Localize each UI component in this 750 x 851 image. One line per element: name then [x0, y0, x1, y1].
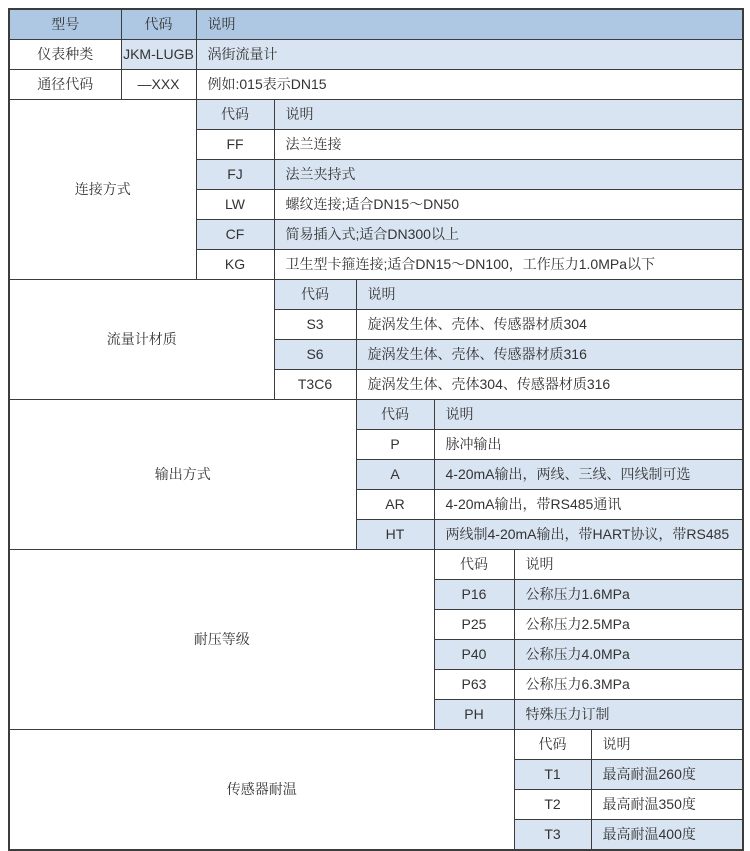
sub-header-code: 代码: [274, 280, 356, 310]
sub-header-desc: 说明: [356, 280, 743, 310]
desc-cell: 简易插入式;适合DN300以上: [274, 220, 743, 250]
code-cell: FJ: [196, 160, 274, 190]
desc-cell: 两线制4-20mA输出，带HART协议，带RS485: [434, 520, 743, 550]
table-row: [9, 40, 743, 70]
table-row: [9, 280, 743, 310]
code-cell: S6: [274, 340, 356, 370]
category-cell: 流量计材质: [9, 280, 274, 400]
category-cell: 传感器耐温: [9, 730, 514, 851]
desc-cell: 公称压力1.6MPa: [514, 580, 743, 610]
sub-header-code: 代码: [196, 100, 274, 130]
row-label: 通径代码: [9, 70, 121, 100]
code-cell: P16: [434, 580, 514, 610]
spec-table: [8, 8, 744, 851]
table-row: [9, 100, 743, 130]
desc-cell: 特殊压力订制: [514, 700, 743, 730]
code-cell: T3: [514, 820, 591, 851]
code-cell: LW: [196, 190, 274, 220]
code-cell: T2: [514, 790, 591, 820]
spec-table-body: [9, 9, 743, 850]
code-cell: T3C6: [274, 370, 356, 400]
sub-header-code: 代码: [434, 550, 514, 580]
desc-cell: 涡街流量计: [196, 40, 743, 70]
desc-cell: 4-20mA输出，带RS485通讯: [434, 490, 743, 520]
code-cell: P: [356, 430, 434, 460]
code-cell: PH: [434, 700, 514, 730]
code-cell: P63: [434, 670, 514, 700]
code-cell: —XXX: [121, 70, 196, 100]
sub-header-desc: 说明: [591, 730, 743, 760]
desc-cell: 最高耐温350度: [591, 790, 743, 820]
category-cell: 耐压等级: [9, 550, 434, 730]
table-row: [9, 70, 743, 100]
table-row: [9, 550, 743, 580]
code-cell: FF: [196, 130, 274, 160]
desc-cell: 脉冲输出: [434, 430, 743, 460]
desc-cell: 4-20mA输出，两线、三线、四线制可选: [434, 460, 743, 490]
code-cell: HT: [356, 520, 434, 550]
table-row: [9, 730, 743, 760]
code-cell: T1: [514, 760, 591, 790]
desc-cell: 旋涡发生体、壳体304、传感器材质316: [356, 370, 743, 400]
desc-cell: 法兰连接: [274, 130, 743, 160]
desc-cell: 旋涡发生体、壳体、传感器材质316: [356, 340, 743, 370]
code-cell: S3: [274, 310, 356, 340]
code-cell: A: [356, 460, 434, 490]
table-row: [9, 400, 743, 430]
header-code: 代码: [121, 9, 196, 40]
model-selection-table: [8, 8, 744, 851]
sub-header-desc: 说明: [434, 400, 743, 430]
code-cell: CF: [196, 220, 274, 250]
sub-header-code: 代码: [356, 400, 434, 430]
desc-cell: 公称压力6.3MPa: [514, 670, 743, 700]
desc-cell: 最高耐温260度: [591, 760, 743, 790]
sub-header-desc: 说明: [274, 100, 743, 130]
code-cell: AR: [356, 490, 434, 520]
code-cell: JKM-LUGB: [121, 40, 196, 70]
code-cell: KG: [196, 250, 274, 280]
table-row: [9, 9, 743, 40]
header-desc: 说明: [196, 9, 743, 40]
sub-header-code: 代码: [514, 730, 591, 760]
header-model: 型号: [9, 9, 121, 40]
category-cell: 连接方式: [9, 100, 196, 280]
desc-cell: 例如:015表示DN15: [196, 70, 743, 100]
desc-cell: 公称压力2.5MPa: [514, 610, 743, 640]
desc-cell: 法兰夹持式: [274, 160, 743, 190]
sub-header-desc: 说明: [514, 550, 743, 580]
category-cell: 输出方式: [9, 400, 356, 550]
desc-cell: 旋涡发生体、壳体、传感器材质304: [356, 310, 743, 340]
row-label: 仪表种类: [9, 40, 121, 70]
desc-cell: 最高耐温400度: [591, 820, 743, 851]
desc-cell: 螺纹连接;适合DN15～DN50: [274, 190, 743, 220]
desc-cell: 公称压力4.0MPa: [514, 640, 743, 670]
code-cell: P25: [434, 610, 514, 640]
code-cell: P40: [434, 640, 514, 670]
desc-cell: 卫生型卡箍连接;适合DN15～DN100，工作压力1.0MPa以下: [274, 250, 743, 280]
